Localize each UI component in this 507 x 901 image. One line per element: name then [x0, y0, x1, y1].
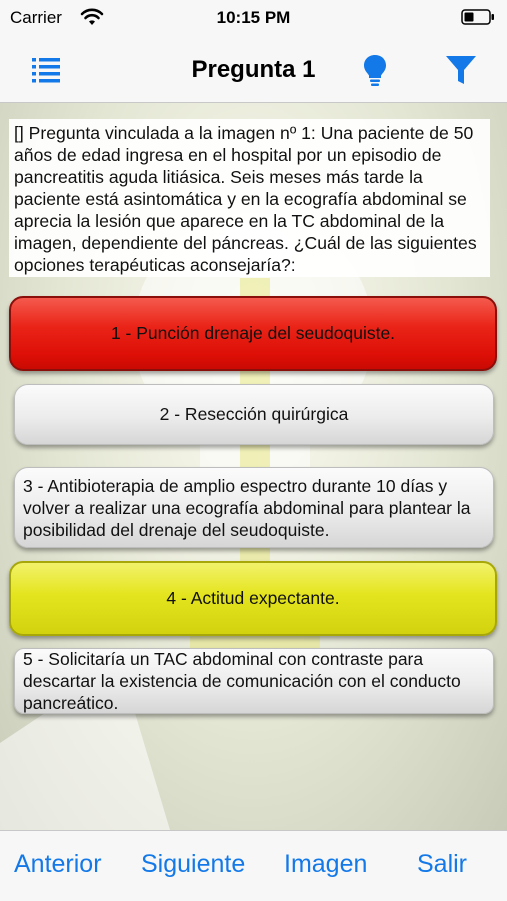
- carrier-label: Carrier: [10, 8, 62, 27]
- page-title: Pregunta 1: [191, 56, 316, 83]
- answer-option-2[interactable]: 2 - Resección quirúrgica: [14, 384, 494, 445]
- image-button[interactable]: Imagen: [284, 850, 368, 878]
- status-bar: [0, 0, 507, 38]
- previous-button[interactable]: Anterior: [14, 850, 102, 878]
- exit-button[interactable]: Salir: [417, 850, 468, 878]
- navigation-bar: [0, 38, 507, 103]
- bottom-toolbar: [0, 830, 507, 901]
- question-text: [] Pregunta vinculada a la imagen nº 1: Una paciente de 50 años de edad ingresa en el hospital por un episodio de pancreatitis aguda litiásica. Seis meses más tarde la paciente está asintomática y en la ecografía abdominal se aprecia la lesión que aparece en la TC abdominal de la imagen, dependiente del páncreas. ¿Cuál de las siguientes opciones terapéuticas aconsejaría?:: [9, 119, 490, 277]
- answer-option-5[interactable]: 5 - Solicitaría un TAC abdominal con contraste para descartar la existencia de comunicación con el conducto pancreático.: [14, 648, 494, 714]
- answer-option-1[interactable]: 1 - Punción drenaje del seudoquiste.: [9, 296, 497, 371]
- question-content: [0, 103, 507, 830]
- battery-icon: [461, 9, 495, 25]
- filter-icon[interactable]: [443, 52, 479, 88]
- clock: 10:15 PM: [216, 8, 291, 27]
- lightbulb-icon[interactable]: [357, 52, 393, 88]
- next-button[interactable]: Siguiente: [141, 850, 246, 878]
- answer-option-4[interactable]: 4 - Actitud expectante.: [9, 561, 497, 636]
- answer-option-3[interactable]: 3 - Antibioterapia de amplio espectro durante 10 días y volver a realizar una ecografía abdominal para plantear la posibilidad del drenaje del seudoquiste.: [14, 467, 494, 548]
